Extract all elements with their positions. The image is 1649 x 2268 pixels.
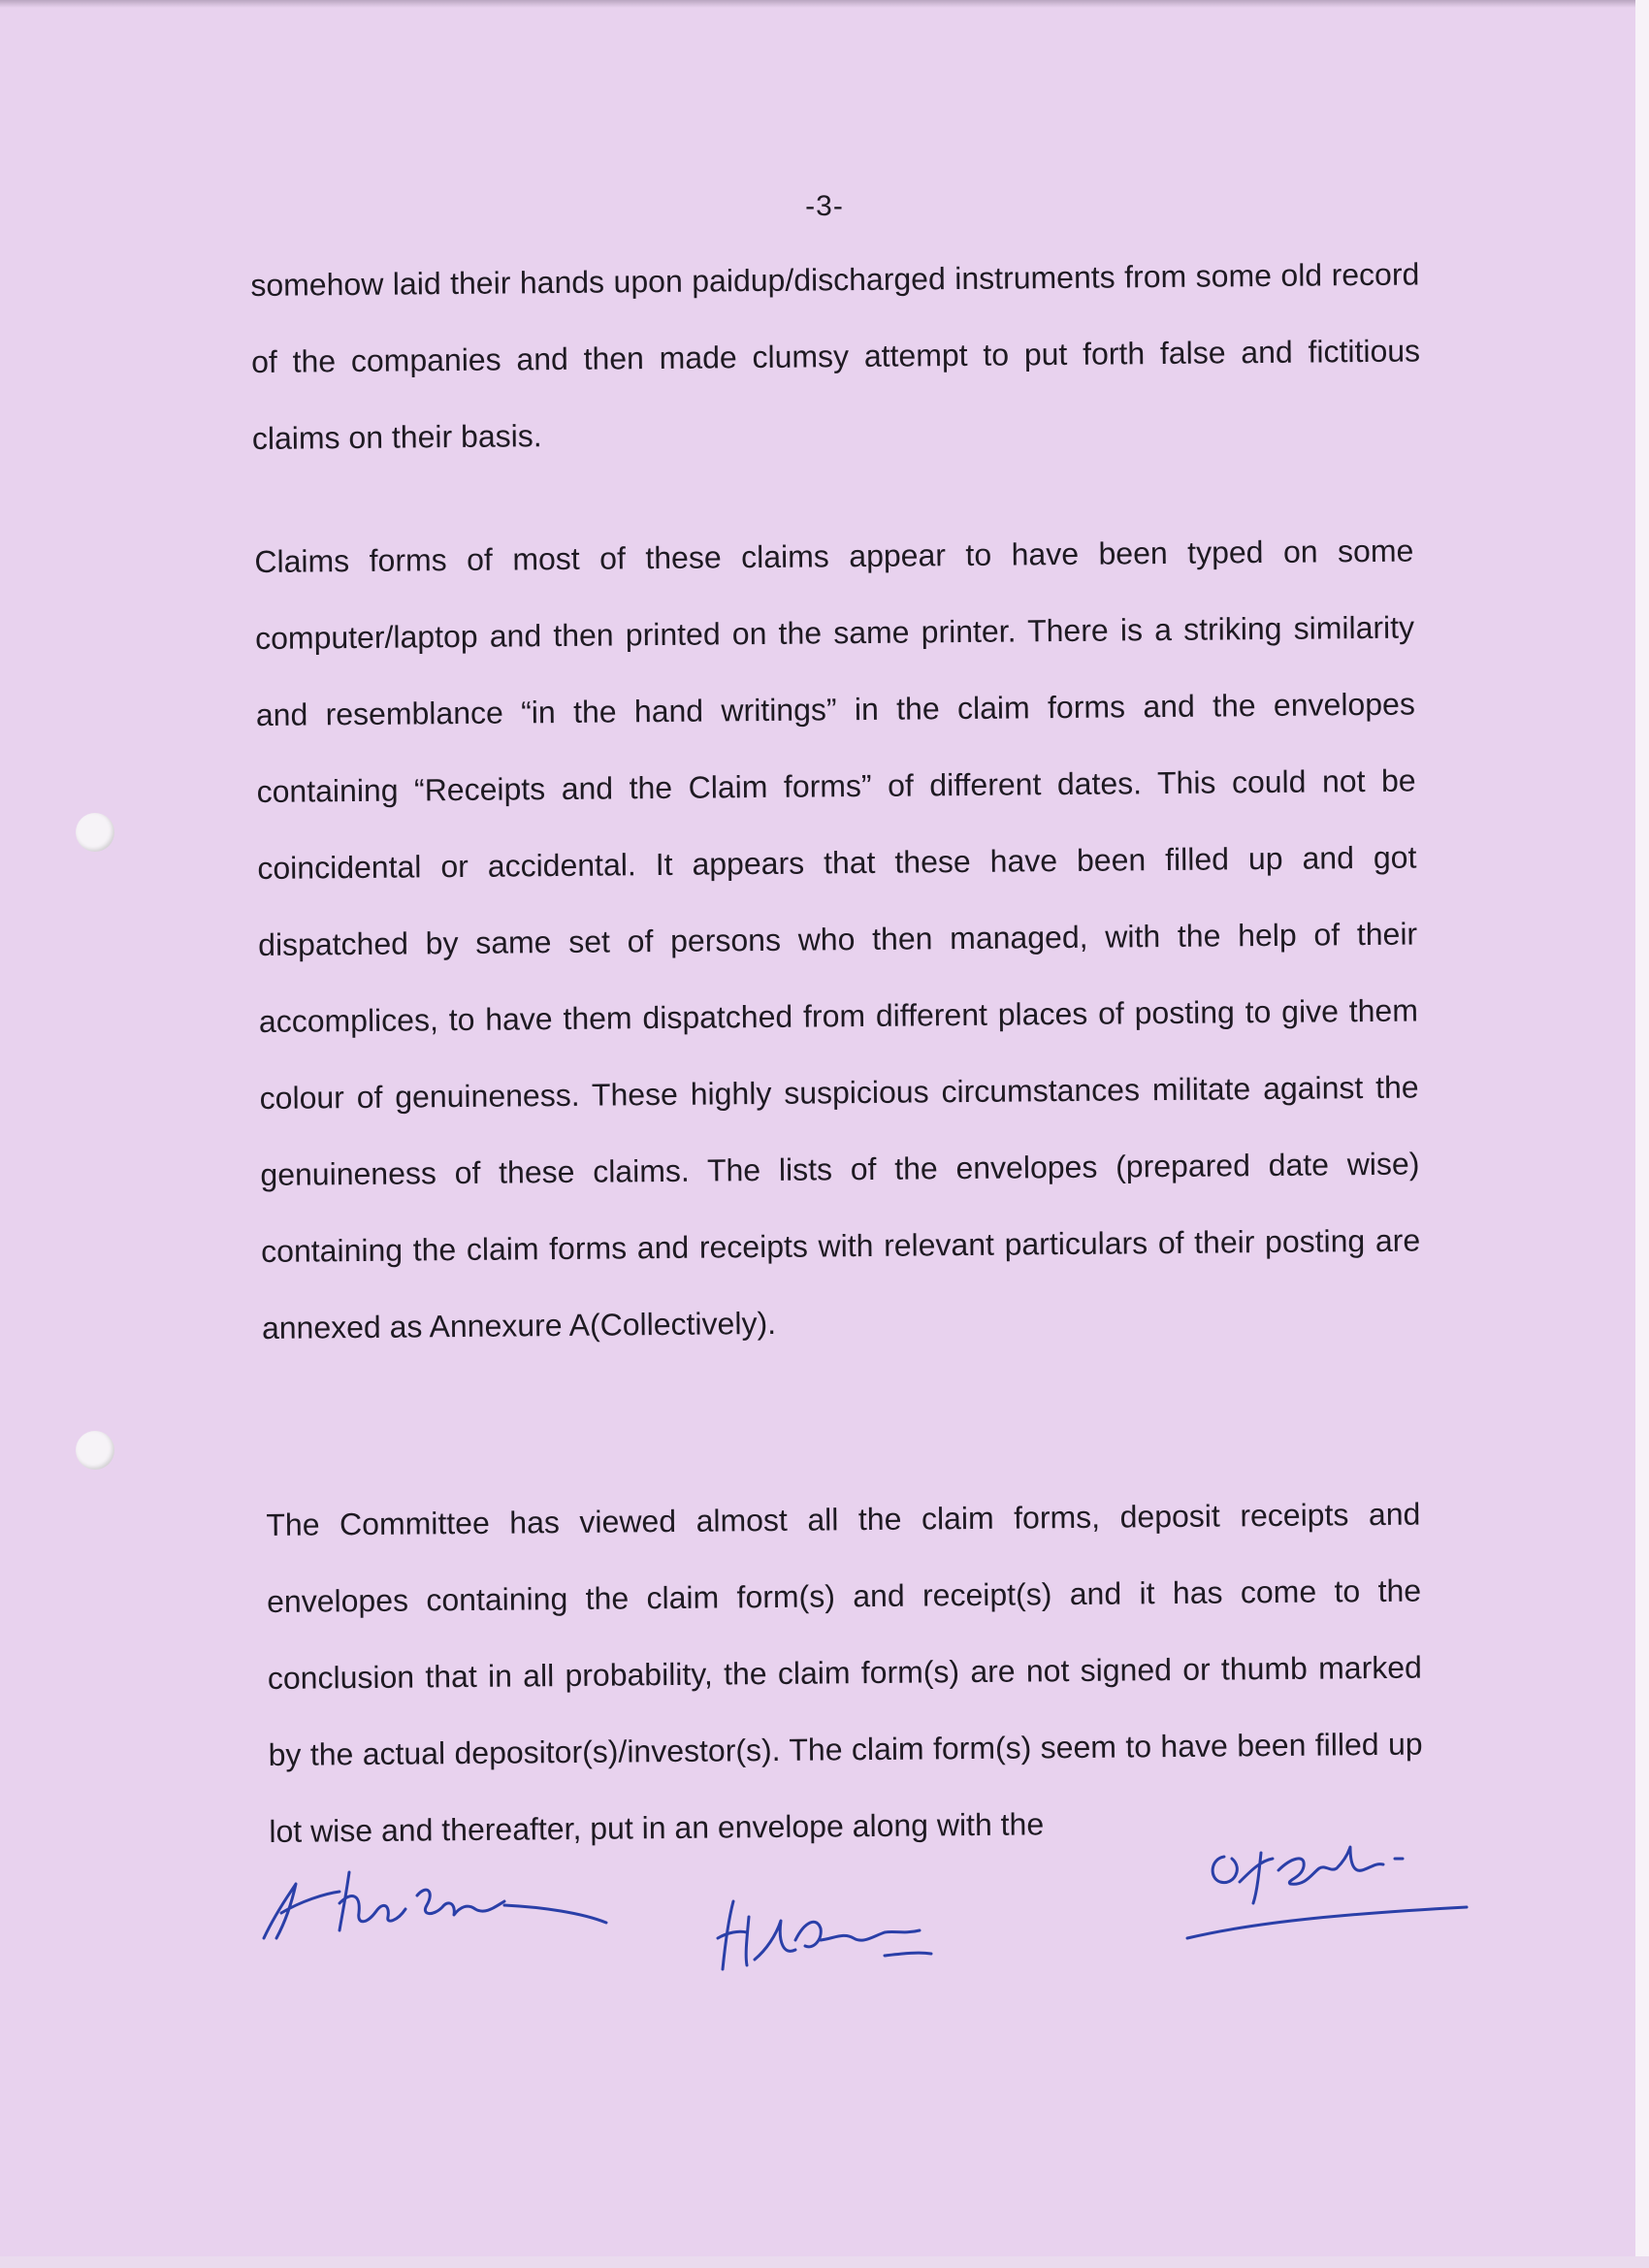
signature-block xyxy=(0,1824,1649,1998)
punch-hole-bottom xyxy=(76,1431,114,1470)
scan-edge-bottom xyxy=(0,2256,1649,2268)
signatures-svg xyxy=(0,1824,1649,1998)
paragraph-2: Claims forms of most of these claims appear to have been typed on some computer/laptop and then printed on the same printer. There is a striking similarity and resemblance “in the hand writings” in the claim forms and the envelopes containing “Receipts and the Claim forms” of different dates. This could not be coincidental or accidental. It appears that these have been filled up and got dispatched by same set of persons who then managed, with the help of their accomplices, to have them dispatched from different places of posting to give them colour of genuineness. These highly suspicious circumstances militate against the genuineness of these claims. The lists of the envelopes (prepared date wise) containing the claim forms and receipts with relevant particulars of their posting are annexed as Annexure A(Collectively). xyxy=(254,533,1421,1345)
paragraph-1: somehow laid their hands upon paidup/discharged instruments from some old record of the companies and then made clumsy attempt to put forth false and fictitious claims on their basis. xyxy=(250,256,1421,456)
signature-left xyxy=(264,1872,606,1938)
signature-right xyxy=(1187,1847,1467,1938)
paragraph-3: The Committee has viewed almost all the claim forms, deposit receipts and envelopes containing the claim form(s) and receipt(s) and it has come to the conclusion that in all probability, the claim form(s) are not signed or thumb marked by the actual depositor(s)/investor(s). The claim form(s) seem to have been filled up lot wise and thereafter, put in an envelope along with the xyxy=(266,1496,1423,1849)
signature-middle xyxy=(718,1901,931,1969)
page-number: -3- xyxy=(805,190,844,222)
punch-hole-top xyxy=(76,813,114,852)
scan-edge-top xyxy=(0,0,1649,8)
